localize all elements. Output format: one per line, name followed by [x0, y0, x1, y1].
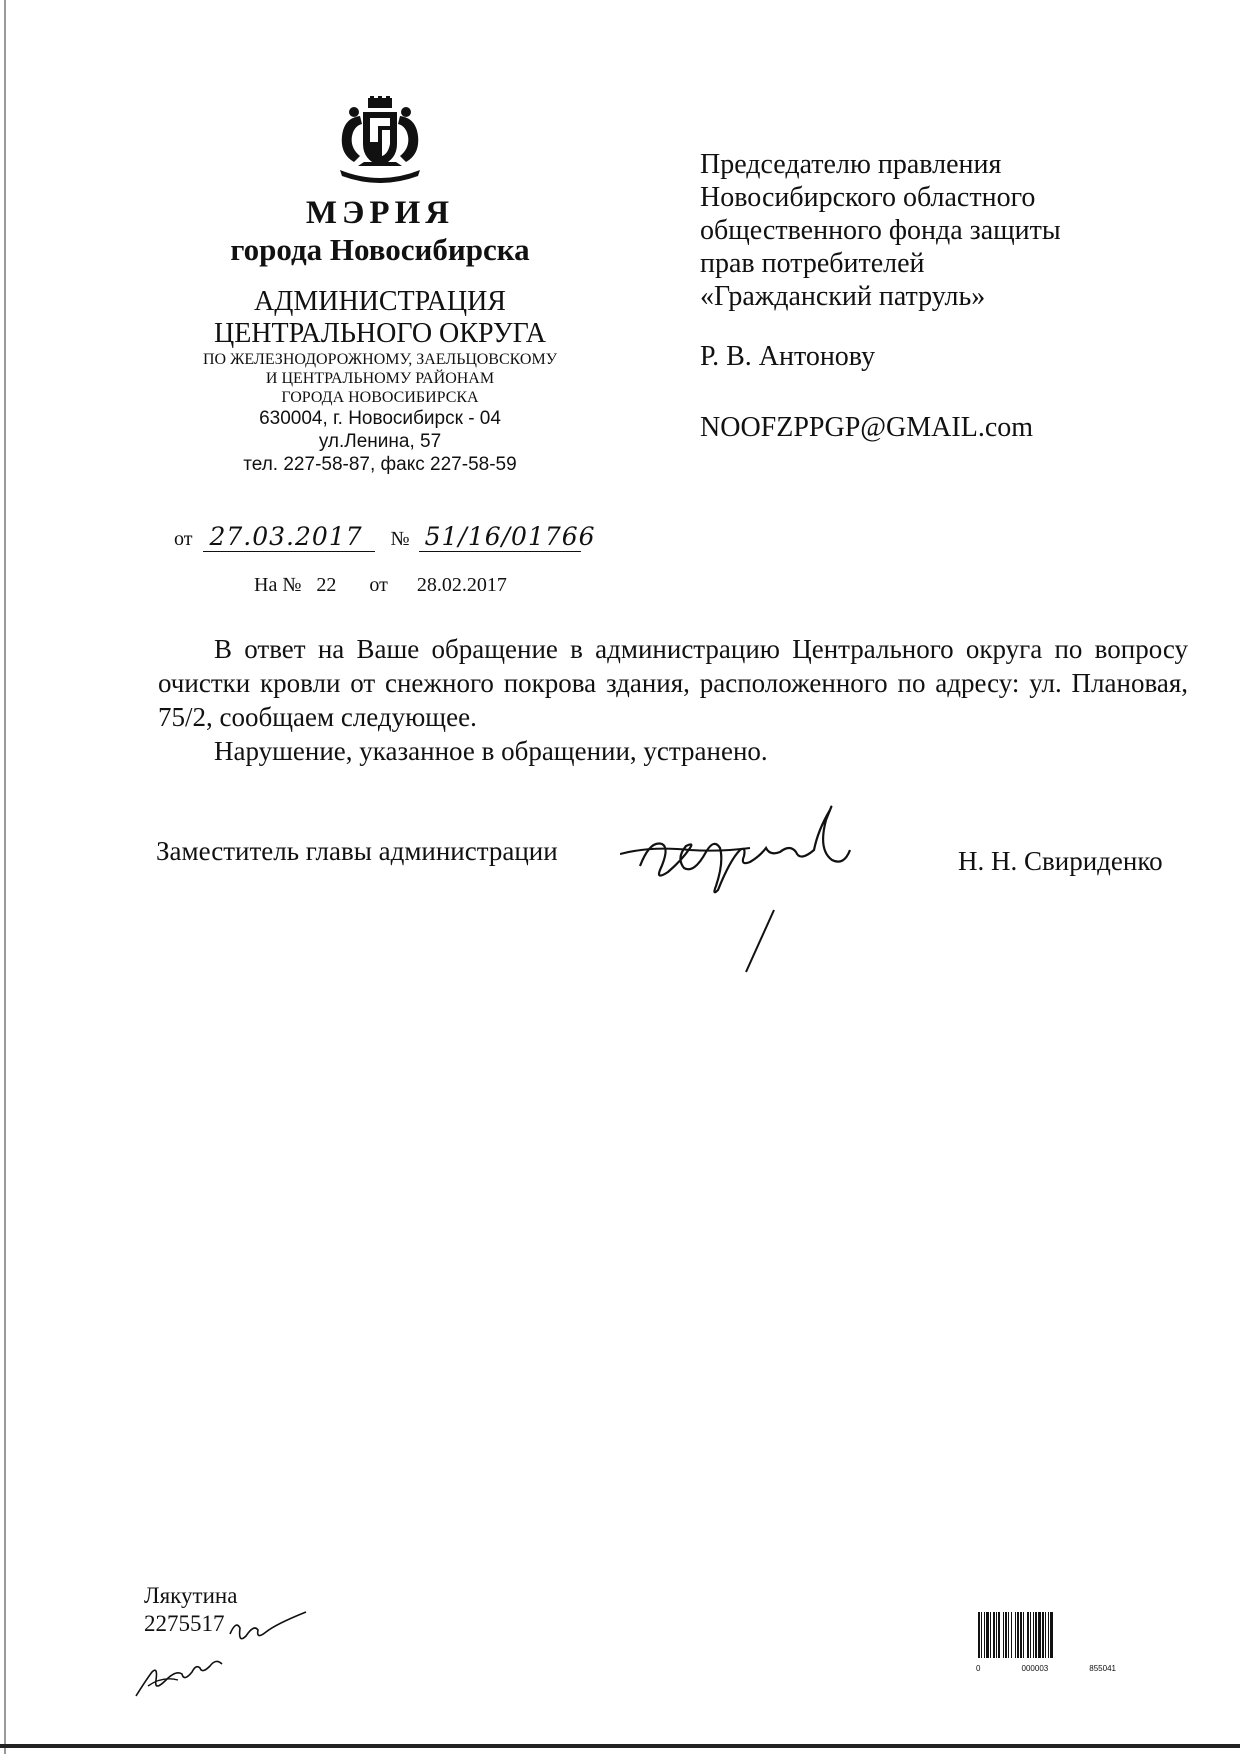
city-name: города Новосибирска — [230, 232, 530, 267]
executor-initials-icon — [126, 1600, 326, 1700]
executor-name: Лякутина — [144, 1583, 238, 1608]
registration-line — [174, 522, 596, 552]
barcode-bar — [1017, 1612, 1019, 1658]
letterhead — [160, 96, 600, 476]
reg-from-label: от — [174, 528, 193, 550]
barcode-bar — [1003, 1612, 1004, 1658]
addressee-name: Р. В. Антонову — [700, 341, 876, 372]
barcode-bars-icon — [976, 1612, 1116, 1658]
districts-line-2: И ЦЕНТРАЛЬНОМУ РАЙОНАМ — [265, 370, 495, 387]
executor-phone: 2275517 — [144, 1611, 225, 1636]
barcode-bar — [996, 1612, 997, 1658]
barcode-bar — [1011, 1612, 1012, 1658]
barcode-numbers — [976, 1664, 1116, 1673]
reply-number: 22 — [316, 574, 337, 596]
barcode-right: 855041 — [1089, 1664, 1116, 1673]
scan-bottom-edge — [0, 1744, 1240, 1748]
barcode-bar — [984, 1612, 985, 1658]
reply-date: 28.02.2017 — [416, 574, 507, 596]
barcode-bar — [993, 1612, 995, 1658]
street-address: ул.Ленина, 57 — [318, 431, 442, 452]
barcode-bar — [1045, 1612, 1046, 1658]
addressee-line-4: прав потребителей — [700, 248, 925, 279]
reg-number-label: № — [390, 528, 410, 550]
signatory-name: Н. Н. Свириденко — [958, 846, 1163, 876]
addressee-block — [700, 148, 1180, 444]
districts-line-3: ГОРОДА НОВОСИБИРСКА — [281, 389, 479, 406]
body-paragraph-1: В ответ на Ваше обращение в администрацию Центрального округа по вопросу очистки кровли от снежного покрова здания, расположенного по адресу: ул. Плановая, 75/2, сообщаем следующее. — [158, 634, 1188, 732]
reply-to-line — [254, 574, 507, 597]
barcode-bar — [1027, 1612, 1029, 1658]
barcode-bar — [986, 1612, 989, 1658]
barcode-bar — [1048, 1612, 1049, 1658]
addressee-line-1: Председателю правления — [700, 149, 1002, 180]
addressee-email: NOOFZPPGP@GMAIL.com — [700, 412, 1034, 443]
districts-line-1: ПО ЖЕЛЕЗНОДОРОЖНОМУ, ЗАЕЛЬЦОВСКОМУ — [202, 351, 558, 368]
phone-fax: тел. 227-58-87, факс 227-58-59 — [243, 454, 517, 475]
barcode-bar — [1050, 1612, 1053, 1658]
reg-number: 51/16/01766 — [424, 522, 596, 551]
barcode-bar — [1015, 1612, 1016, 1658]
scan-left-edge — [4, 0, 6, 1754]
letter-body — [158, 632, 1188, 768]
barcode-bar — [990, 1612, 991, 1658]
reply-label: На № — [254, 574, 302, 596]
barcode-bar — [1030, 1612, 1031, 1658]
coat-of-arms-icon — [330, 96, 430, 186]
handwritten-signature-icon — [620, 790, 910, 980]
addressee-line-5: «Гражданский патруль» — [700, 281, 986, 312]
reply-from-label: от — [369, 574, 388, 596]
barcode-bar — [1035, 1612, 1037, 1658]
barcode-bar — [1033, 1612, 1034, 1658]
barcode-bar — [1023, 1612, 1024, 1658]
reg-date: 27.03.2017 — [209, 522, 363, 551]
barcode-bar — [1020, 1612, 1022, 1658]
barcode-middle: 000003 — [1021, 1664, 1049, 1673]
body-paragraph-2: Нарушение, указанное в обращении, устранено. — [214, 736, 768, 766]
barcode-bar — [1042, 1612, 1044, 1658]
barcode-bar — [1005, 1612, 1007, 1658]
addressee-line-3: общественного фонда защиты — [700, 215, 1061, 246]
barcode-left: 0 — [976, 1664, 981, 1673]
barcode-bar — [978, 1612, 980, 1658]
postal-address: 630004, г. Новосибирск - 04 — [259, 408, 501, 429]
barcode-bar — [1038, 1612, 1041, 1658]
admin-title: АДМИНИСТРАЦИЯ — [254, 286, 506, 317]
barcode — [976, 1612, 1116, 1673]
district-title: ЦЕНТРАЛЬНОГО ОКРУГА — [213, 318, 547, 349]
barcode-bar — [1008, 1612, 1009, 1658]
barcode-bar — [998, 1612, 1000, 1658]
addressee-line-2: Новосибирского областного — [700, 182, 1036, 213]
org-name: МЭРИЯ — [305, 195, 455, 231]
signatory-title: Заместитель главы администрации — [156, 836, 558, 866]
barcode-bar — [981, 1612, 982, 1658]
